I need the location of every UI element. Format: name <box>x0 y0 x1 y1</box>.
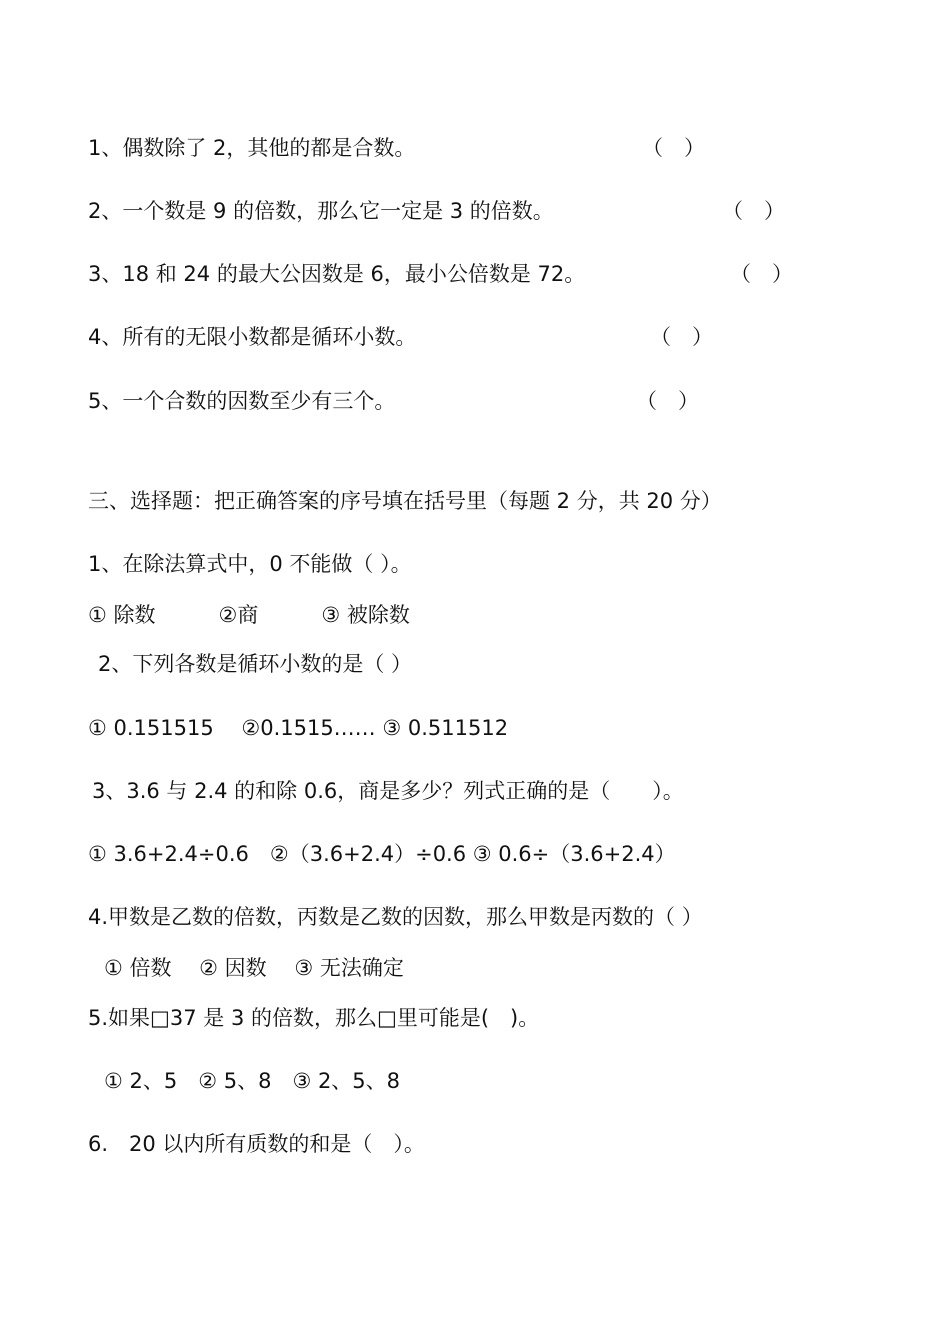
judgement-item-3: 3、18 和 24 的最大公因数是 6，最小公倍数是 72。 <box>88 262 586 286</box>
choice-options-4: ① 倍数 ② 因数 ③ 无法确定 <box>104 956 404 980</box>
judgement-item-5: 5、一个合数的因数至少有三个。 <box>88 389 396 413</box>
judgement-item-4: 4、所有的无限小数都是循环小数。 <box>88 325 417 349</box>
choice-question-6: 6. 20 以内所有质数的和是（ ）。 <box>88 1132 425 1156</box>
choice-question-2: 2、下列各数是循环小数的是（ ） <box>98 652 413 676</box>
answer-blank-2[interactable]: （ ） <box>722 199 785 223</box>
answer-blank-3[interactable]: （ ） <box>730 262 793 286</box>
choice-question-1: 1、在除法算式中，0 不能做（ ）。 <box>88 552 412 576</box>
choice-question-4: 4.甲数是乙数的倍数，丙数是乙数的因数，那么甲数是丙数的（ ） <box>88 905 703 929</box>
answer-blank-5[interactable]: （ ） <box>636 389 699 413</box>
choice-options-5: ① 2、5 ② 5、8 ③ 2、5、8 <box>104 1069 401 1093</box>
judgement-item-1: 1、偶数除了 2，其他的都是合数。 <box>88 136 416 160</box>
choice-question-3: 3、3.6 与 2.4 的和除 0.6，商是多少？列式正确的是（ ）。 <box>92 779 684 803</box>
judgement-item-2: 2、一个数是 9 的倍数，那么它一定是 3 的倍数。 <box>88 199 554 223</box>
answer-blank-1[interactable]: （ ） <box>642 136 705 160</box>
answer-blank-4[interactable]: （ ） <box>650 325 713 349</box>
choice-options-3: ① 3.6+2.4÷0.6 ②（3.6+2.4）÷0.6 ③ 0.6÷（3.6+2.4） <box>88 842 676 866</box>
section-heading-choice: 三、选择题：把正确答案的序号填在括号里（每题 2 分，共 20 分） <box>88 489 722 513</box>
choice-options-2: ① 0.151515 ②0.1515…… ③ 0.511512 <box>88 716 509 740</box>
choice-question-5: 5.如果□37 是 3 的倍数，那么□里可能是( )。 <box>88 1006 540 1030</box>
choice-options-1: ① 除数 ②商 ③ 被除数 <box>88 603 410 627</box>
